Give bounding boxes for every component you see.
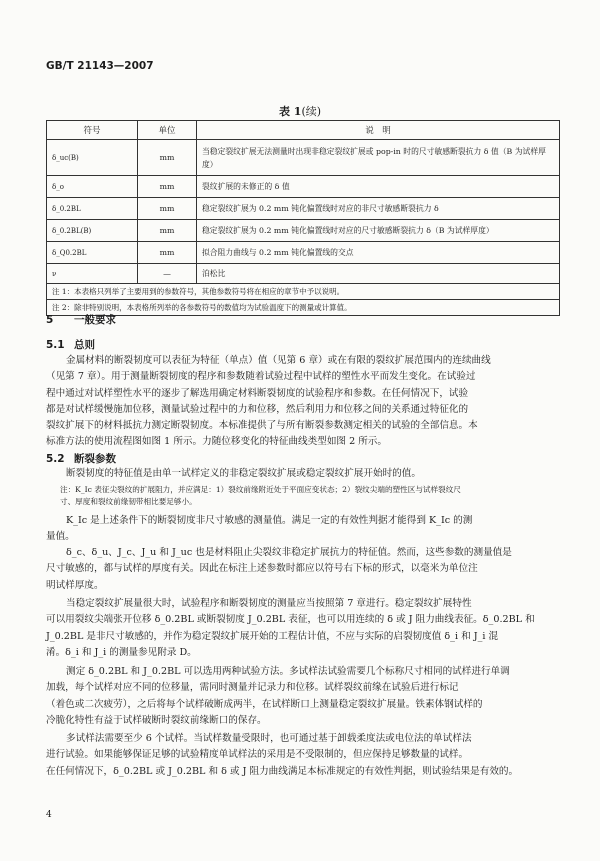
text-line: 多试样法需要至少 6 个试样。当试样数量受限时，也可通过基于卸载柔度法或电位法的单试样法 <box>66 733 472 744</box>
row-symbol: δ_0.2BL <box>47 198 138 220</box>
section-5-1-heading <box>46 337 95 352</box>
text-line: 在任何情况下，δ_0.2BL 或 J_0.2BL 和 δ 或 J 阻力曲线满足本标准规定的有效性判据，则试验结果是有效的。 <box>46 765 519 777</box>
table-row <box>47 140 560 176</box>
header-description: 说 明 <box>197 121 560 140</box>
section-5-1-paragraph <box>46 353 560 451</box>
table-caption <box>0 103 600 119</box>
table-row <box>47 220 560 242</box>
row-description: 当稳定裂纹扩展无法测量时出现非稳定裂纹扩展或 pop-in 时的尺寸敏感断裂抗力 δ 值（B 为试样厚度） <box>197 140 560 176</box>
text-line: 当稳定裂纹扩展量很大时，试验程序和断裂韧度的测量应当按照第 7 章进行。稳定裂纹扩展特性 <box>66 598 472 609</box>
section-5-heading <box>46 312 116 327</box>
header-symbol: 符号 <box>47 121 138 140</box>
section-5-2-paragraph-4 <box>46 596 560 661</box>
row-description: 稳定裂纹扩展为 0.2 mm 钝化偏置线时对应的非尺寸敏感断裂抗力 δ <box>197 198 560 220</box>
standard-number: GB/T 21143—2007 <box>46 60 154 72</box>
row-symbol: δ_Q0.2BL <box>47 242 138 264</box>
text-line: J_0.2BL 是非尺寸敏感的，并作为稳定裂纹扩展开始的工程估计值，不应与实际的启裂韧度值 δ_i 和 J_i 混 <box>46 630 499 642</box>
section-5-2-note <box>50 484 560 507</box>
symbol-table <box>46 120 560 316</box>
text-line: （着色或二次疲劳），之后将每个试样破断成两半，在试样断口上测量稳定裂纹扩展量。铁素体钢试样的 <box>46 698 483 710</box>
text-line: 加载，每个试样对应不同的位移量，需同时测量并记录力和位移。试样裂纹前缘在试验后进行标记 <box>46 682 459 694</box>
text-line: 裂纹扩展下的材料抵抗力测定断裂韧度。本标准提供了与所有断裂参数测定相关的试验的全部信息。本 <box>46 420 478 432</box>
row-symbol: ν <box>47 264 138 284</box>
table-row <box>47 176 560 198</box>
row-description: 裂纹扩展的未修正的 δ 值 <box>197 176 560 198</box>
page-number: 4 <box>46 810 52 820</box>
table-caption-continued: (续) <box>301 105 322 118</box>
row-description: 拟合阻力曲线与 0.2 mm 钝化偏置线的交点 <box>197 242 560 264</box>
row-symbol: δ_uc(B) <box>47 140 138 176</box>
text-line: 标准方法的使用流程图如图 1 所示。力随位移变化的特征曲线类型如图 2 所示。 <box>46 436 387 448</box>
row-unit: mm <box>138 198 197 220</box>
section-5-2-paragraph-3 <box>46 545 560 594</box>
section-5-2-paragraph-2 <box>46 513 560 546</box>
note-line: 注：K_Ic 表征尖裂纹的扩展阻力，并应满足：1）裂纹前缘附近处于平面应变状态；2）裂纹尖端的塑性区与试样裂纹尺 <box>60 485 461 494</box>
row-unit: — <box>138 264 197 284</box>
text-line: 金属材料的断裂韧度可以表征为特征（单点）值（见第 6 章）或在有限的裂纹扩展范围内的连续曲线 <box>66 355 491 366</box>
section-number: 5.2 <box>46 453 65 465</box>
section-number: 5.1 <box>46 339 65 351</box>
text-line: δ_c、δ_u、J_c、J_u 和 J_uc 也是材料阻止尖裂纹非稳定扩展抗力的特征值。然而，这些参数的测量值是 <box>66 547 512 558</box>
section-title: 总则 <box>74 339 95 351</box>
text-line: 可以用裂纹尖端张开位移 δ_0.2BL 或断裂韧度 J_0.2BL 表征，也可以用连续的 δ 或 J 阻力曲线表征。δ_0.2BL 和 <box>46 614 535 626</box>
row-unit: mm <box>138 140 197 176</box>
row-description: 泊松比 <box>197 264 560 284</box>
text-line: （见第 7 章）。用于测量断裂韧度的程序和参数随着试验过程中试样的塑性水平而发生变化。在试验过 <box>46 371 476 383</box>
table-row <box>47 242 560 264</box>
text-line: 断裂韧度的特征值是由单一试样定义的非稳定裂纹扩展或稳定裂纹扩展开始时的值。 <box>66 468 421 479</box>
section-5-2-heading <box>46 451 116 466</box>
text-line: 测定 δ_0.2BL 和 J_0.2BL 可以选用两种试验方法。多试样法试验需要几个标称尺寸相同的试样进行单调 <box>66 666 510 677</box>
row-unit: mm <box>138 242 197 264</box>
row-symbol: δ_o <box>47 176 138 198</box>
text-line: 明试样厚度。 <box>46 579 104 591</box>
table-note-row <box>47 284 560 300</box>
text-line: K_Ic 是上述条件下的断裂韧度非尺寸敏感的测量值。满足一定的有效性判据才能得到 K_Ic 的测 <box>66 515 473 526</box>
text-line: 尺寸敏感的，都与试样的厚度有关。因此在标注上述参数时都应以符号右下标的形式，以毫米为单位注 <box>46 563 478 575</box>
section-5-2-paragraph-1 <box>46 466 560 482</box>
text-line: 程中通过对试样塑性水平的逐步了解选用确定材料断裂韧度的试验程序和参数。在任何情况下，试验 <box>46 387 469 399</box>
section-title: 一般要求 <box>74 314 116 326</box>
section-number: 5 <box>46 314 54 326</box>
text-line: 进行试验。如果能够保证足够的试验精度单试样法的采用是不受限制的，但应保持足够数量的试样。 <box>46 749 469 761</box>
table-note-2: 注 2：除非特别说明，本表格所列举的各参数符号的数值均为试验温度下的测量或计算值。 <box>47 300 560 316</box>
table-caption-text: 表 1 <box>278 105 302 118</box>
section-5-2-paragraph-6 <box>46 731 560 780</box>
row-unit: mm <box>138 220 197 242</box>
text-line: 淆。δ_i 和 J_i 的测量参见附录 D。 <box>46 646 197 658</box>
text-line: 冷脆化特性有益于试样破断时裂纹前缘断口的保存。 <box>46 714 267 726</box>
text-line: 量值。 <box>46 531 75 543</box>
header-unit: 单位 <box>138 121 197 140</box>
row-unit: mm <box>138 176 197 198</box>
table-row <box>47 198 560 220</box>
table-row <box>47 264 560 284</box>
table-note-1: 注 1：本表格只列举了主要用到的参数符号，其他参数符号将在相应的章节中予以说明。 <box>47 284 560 300</box>
table-header-row <box>47 121 560 140</box>
text-line: 都是对试样缓慢施加位移，测量试验过程中的力和位移，然后利用力和位移之间的关系通过特征化的 <box>46 403 469 415</box>
note-line: 寸、厚度和裂纹前缘韧带相比要足够小。 <box>60 496 197 506</box>
section-5-2-paragraph-5 <box>46 664 560 729</box>
row-description: 稳定裂纹扩展为 0.2 mm 钝化偏置线时对应的尺寸敏感断裂抗力 δ（B 为试样厚度） <box>197 220 560 242</box>
row-symbol: δ_0.2BL(B) <box>47 220 138 242</box>
table-note-row <box>47 300 560 316</box>
section-title: 断裂参数 <box>74 453 116 465</box>
